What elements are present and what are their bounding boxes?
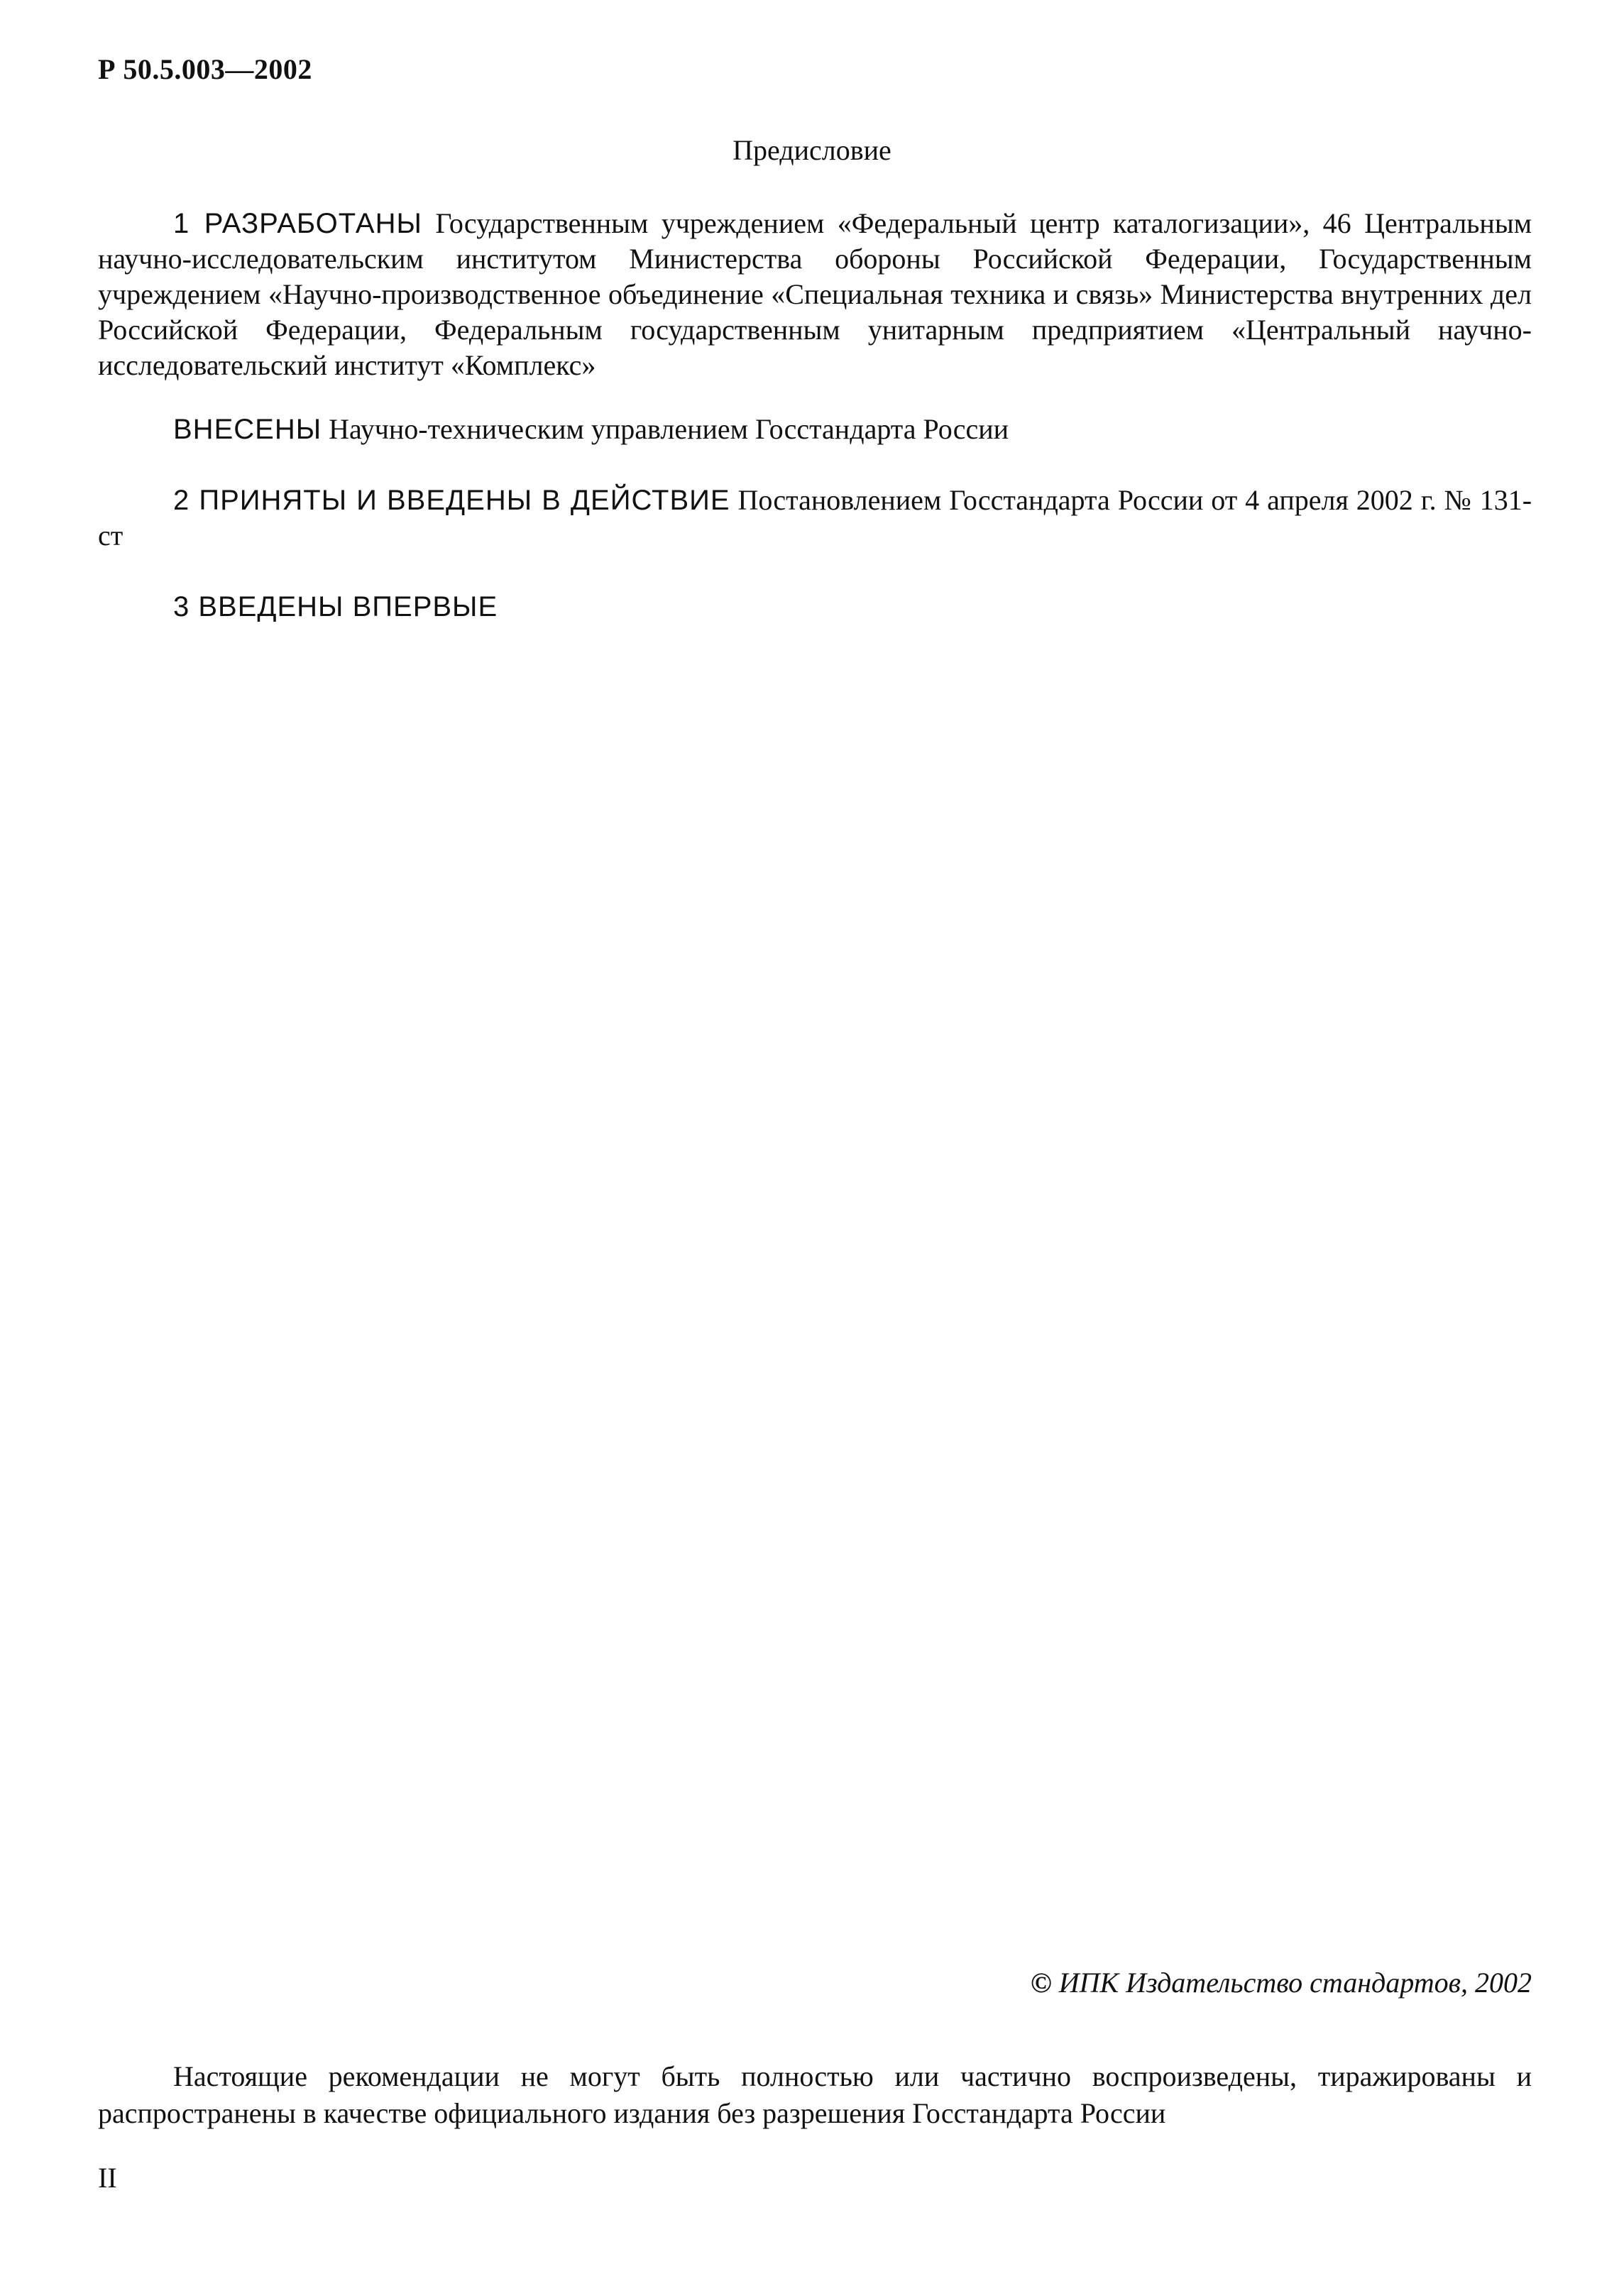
foreword-item-2 bbox=[98, 483, 1532, 554]
document-code-header: Р 50.5.003—2002 bbox=[98, 53, 312, 85]
introduced-text: Научно-техническим управлением Госстандарта России bbox=[329, 413, 1009, 445]
foreword-title: Предисловие bbox=[733, 134, 891, 166]
foreword-item-1 bbox=[98, 206, 1532, 383]
foreword-item-3 bbox=[98, 589, 1532, 625]
item-3-label: 3 ВВЕДЕНЫ ВПЕРВЫЕ bbox=[173, 591, 498, 622]
copyright-symbol: © bbox=[1030, 1967, 1052, 1999]
copyright-line bbox=[1031, 1966, 1532, 1999]
item-2-label: 2 ПРИНЯТЫ И ВВЕДЕНЫ В ДЕЙСТВИЕ bbox=[173, 485, 730, 516]
copyright-text: ИПК Издательство стандартов, 2002 bbox=[1058, 1967, 1532, 1999]
page-number: II bbox=[98, 2162, 117, 2194]
reproduction-notice: Настоящие рекомендации не могут быть полностью или частично воспроизведены, тиражированы и распространены в качестве официального издания без разрешения Госстандарта России bbox=[98, 2060, 1532, 2129]
introduced-label: ВНЕСЕНЫ bbox=[173, 414, 322, 445]
item-1-label: 1 РАЗРАБОТАНЫ bbox=[173, 208, 422, 239]
foreword-item-introduced bbox=[98, 412, 1532, 447]
item-2-text: Постановлением Госстандарта России от 4 апреля 2002 г. № 131-ст bbox=[98, 484, 1532, 551]
item-1-text: Государственным учреждением «Федеральный центр каталогизации», 46 Центральным научно-исследовательским институтом Министерства обороны Российской Федерации, Государственным учреждением «Научно-производственное объединение «Специальная техника и связь» Министерства внутренних дел Российской Федерации, Федеральным государственным унитарным предприятием «Центральный научно-исследовательский институт «Комплекс» bbox=[98, 207, 1532, 381]
